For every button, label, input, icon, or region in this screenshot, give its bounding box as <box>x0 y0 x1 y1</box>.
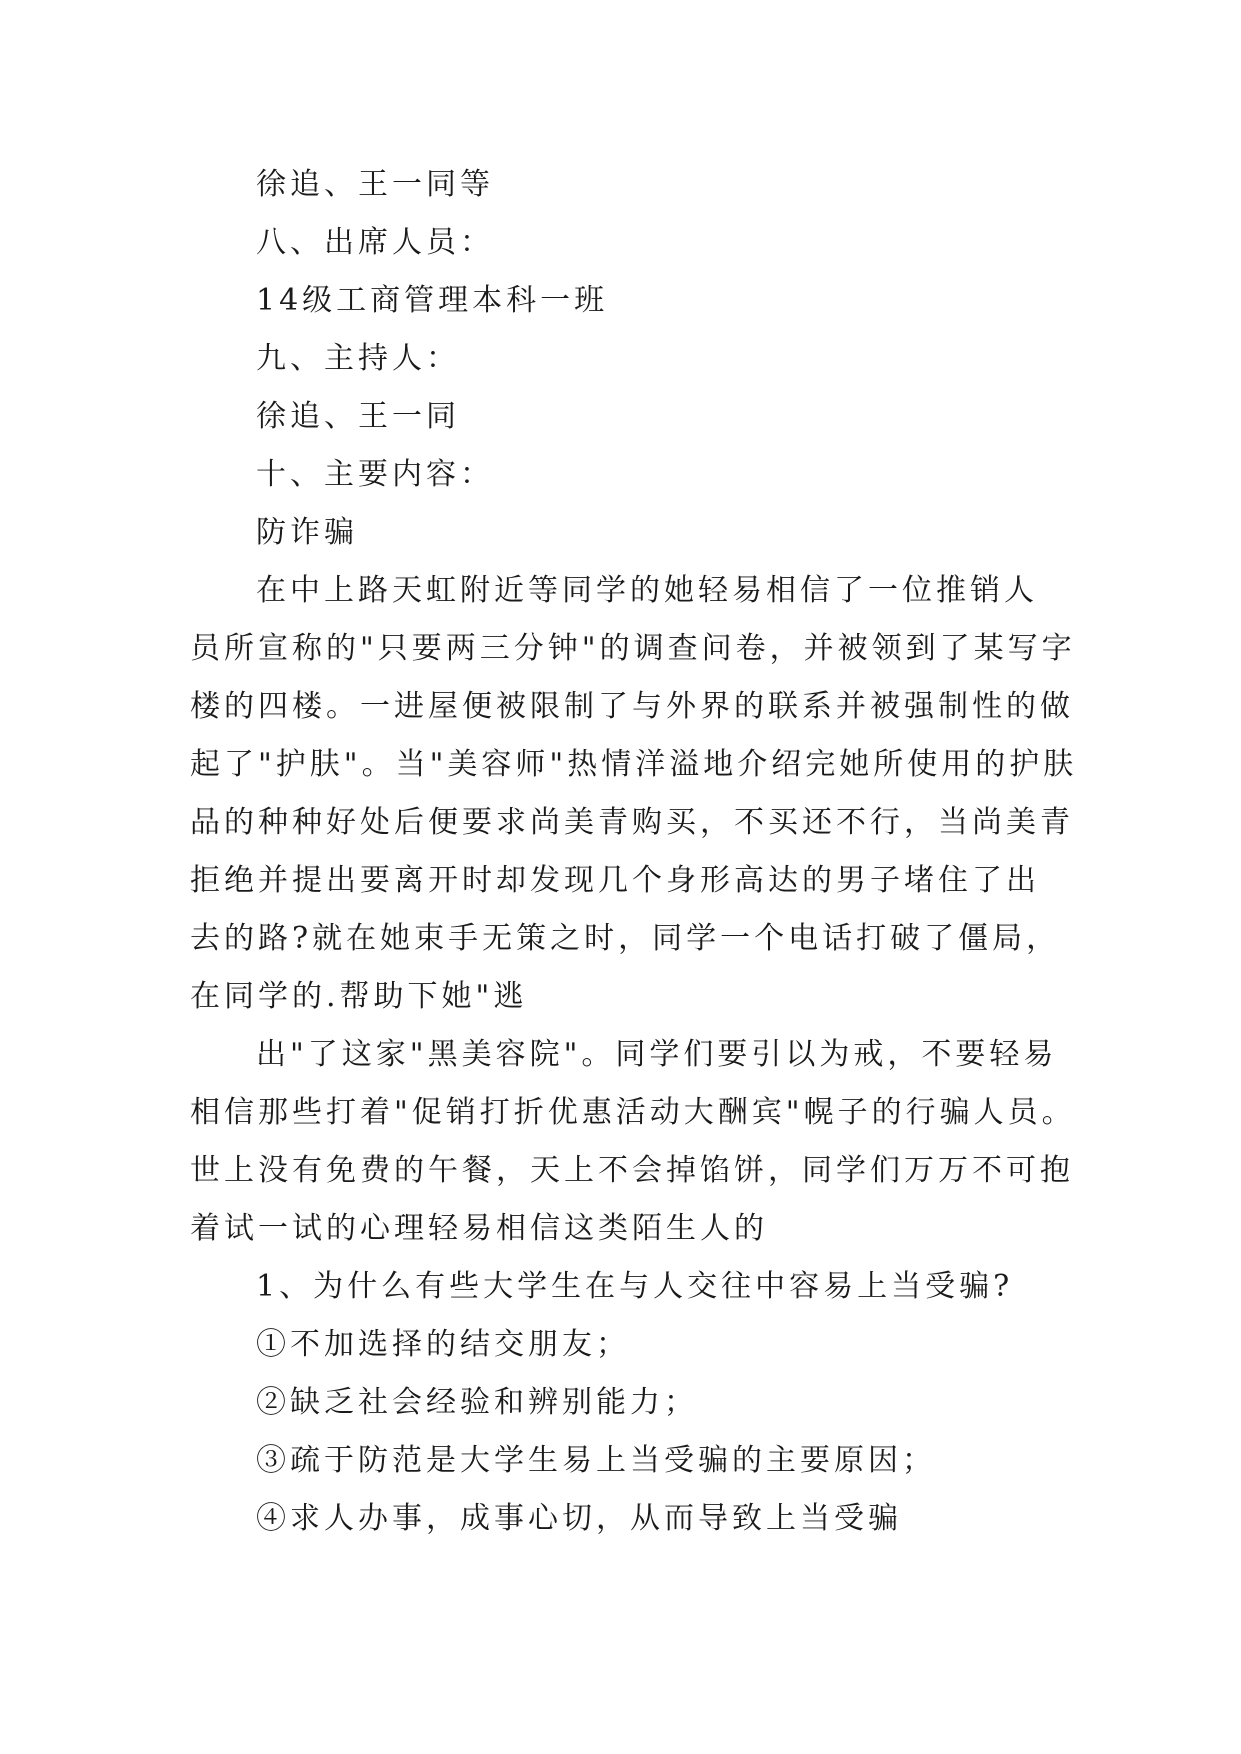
moderator-line: 徐追、王一同 <box>256 399 460 434</box>
paragraph-1-line-4: 起了"护肤"。当"美容师"热情洋溢地介绍完她所使用的护肤 <box>190 747 1078 782</box>
paragraph-1-line-3: 楼的四楼。一进屋便被限制了与外界的联系并被强制性的做 <box>190 689 1074 724</box>
paragraph-1-line-6: 拒绝并提出要离开时却发现几个身形高达的男子堵住了出 <box>190 863 1040 898</box>
paragraph-1-line-5: 品的种种好处后便要求尚美青购买，不买还不行，当尚美青 <box>190 805 1074 840</box>
topic-title: 防诈骗 <box>256 515 358 550</box>
section-10-heading: 十、主要内容： <box>256 457 494 492</box>
reason-1: ①不加选择的结交朋友； <box>256 1327 630 1362</box>
paragraph-1-line-2: 员所宣称的"只要两三分钟"的调查问卷，并被领到了某写字 <box>190 631 1076 666</box>
paragraph-1-line-8: 在同学的.帮助下她"逃 <box>190 979 528 1014</box>
paragraph-2-line-1: 出"了这家"黑美容院"。同学们要引以为戒，不要轻易 <box>256 1037 1058 1072</box>
reason-2: ②缺乏社会经验和辨别能力； <box>256 1385 698 1420</box>
paragraph-2-line-4: 着试一试的心理轻易相信这类陌生人的 <box>190 1211 768 1246</box>
paragraph-1-line-1: 在中上路天虹附近等同学的她轻易相信了一位推销人 <box>256 573 1038 608</box>
reason-4: ④求人办事，成事心切，从而导致上当受骗 <box>256 1501 902 1536</box>
hosts-line: 徐追、王一同等 <box>256 167 494 202</box>
attendees-line: 14级工商管理本科一班 <box>256 283 609 318</box>
reason-3: ③疏于防范是大学生易上当受骗的主要原因； <box>256 1443 936 1478</box>
question-1: 1、为什么有些大学生在与人交往中容易上当受骗? <box>256 1269 1014 1304</box>
paragraph-2-line-2: 相信那些打着"促销打折优惠活动大酬宾"幌子的行骗人员。 <box>190 1095 1076 1130</box>
section-9-heading: 九、主持人： <box>256 341 460 376</box>
section-8-heading: 八、出席人员： <box>256 225 494 260</box>
paragraph-2-line-3: 世上没有免费的午餐，天上不会掉馅饼，同学们万万不可抱 <box>190 1153 1074 1188</box>
paragraph-1-line-7: 去的路?就在她束手无策之时，同学一个电话打破了僵局， <box>190 921 1061 956</box>
